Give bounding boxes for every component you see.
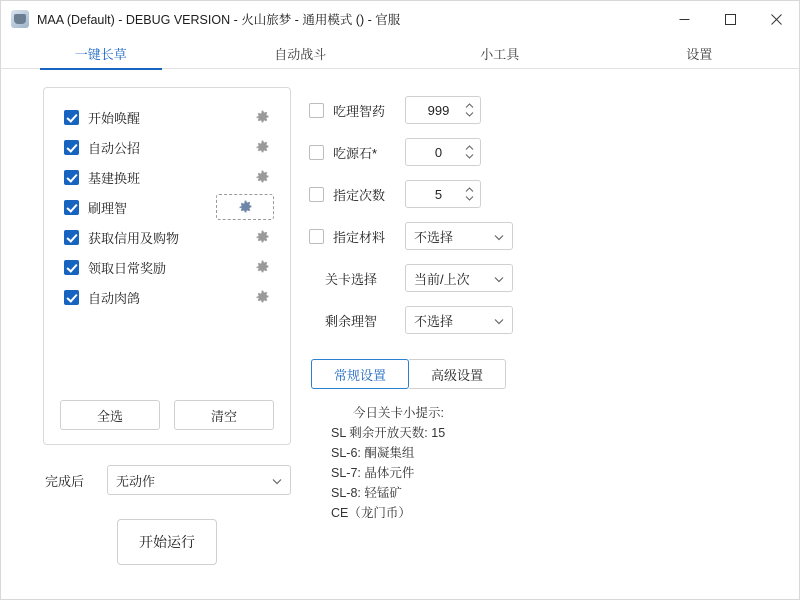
stage-value: 当前/上次 (414, 271, 470, 287)
times-value: 5 (434, 186, 443, 202)
task-label: 刷理智 (88, 200, 128, 216)
task-label: 基建换班 (88, 170, 141, 186)
gear-icon[interactable] (250, 135, 274, 159)
option-label: 指定材料 (333, 229, 386, 245)
task-checkbox[interactable] (64, 290, 79, 305)
option-row-stage (309, 257, 777, 299)
task-label: 获取信用及购物 (88, 230, 180, 246)
tab-label: 一键长草 (74, 46, 127, 62)
task-panel (43, 87, 291, 445)
material-select[interactable] (405, 222, 513, 250)
option-row-originite (309, 131, 777, 173)
start-button[interactable]: 开始运行 (117, 519, 217, 565)
stage-tips (309, 403, 777, 523)
settings-tab-group (309, 359, 777, 389)
option-label-wrap (309, 311, 405, 330)
stepper-arrows-icon[interactable] (465, 187, 474, 201)
remaining-sanity-select[interactable] (405, 306, 513, 334)
tab-auto-battle[interactable] (201, 37, 401, 69)
tab-label: 小工具 (480, 46, 520, 62)
gear-icon[interactable] (250, 285, 274, 309)
task-label: 自动肉鸽 (88, 290, 141, 306)
clear-button[interactable]: 清空 (174, 400, 274, 430)
chevron-down-icon (494, 271, 504, 286)
task-label: 开始唤醒 (88, 110, 141, 126)
task-checkbox[interactable] (64, 260, 79, 275)
close-icon[interactable] (753, 1, 799, 37)
tab-label: 自动战斗 (274, 46, 327, 62)
sanity-potion-stepper[interactable] (405, 96, 481, 124)
tips-header: 今日关卡小提示: (353, 406, 444, 420)
sanity-potion-value: 999 (427, 102, 450, 118)
remaining-sanity-value: 不选择 (414, 313, 454, 329)
tab-settings[interactable] (600, 37, 800, 69)
option-label-wrap (309, 227, 405, 246)
window-title: MAA (Default) - DEBUG VERSION - 火山旅梦 - 通用模式 () - 官服 (37, 13, 401, 27)
after-finish-value: 无动作 (116, 473, 156, 489)
option-label: 指定次数 (333, 187, 386, 203)
minimize-icon[interactable] (661, 1, 707, 37)
option-checkbox[interactable] (309, 229, 324, 244)
task-checkbox[interactable] (64, 110, 79, 125)
chevron-down-icon (494, 229, 504, 244)
maximize-icon[interactable] (707, 1, 753, 37)
task-column (23, 87, 291, 589)
task-list (56, 102, 278, 400)
option-label-wrap (309, 143, 405, 162)
option-label: 剩余理智 (325, 313, 378, 329)
main-tabbar (1, 37, 799, 69)
gear-icon[interactable] (250, 105, 274, 129)
task-row-credit-shop[interactable] (56, 222, 278, 252)
tab-tools[interactable] (400, 37, 600, 69)
option-label-wrap (309, 269, 405, 288)
chevron-down-icon (272, 473, 282, 488)
after-finish-label: 完成后 (45, 473, 85, 489)
window-controls (661, 1, 799, 37)
option-label: 吃理智药 (333, 103, 386, 119)
material-value: 不选择 (414, 229, 454, 245)
tab-one-key-farming[interactable] (1, 37, 201, 69)
main-content (1, 69, 799, 599)
option-row-material (309, 215, 777, 257)
option-label: 关卡选择 (325, 271, 378, 287)
tips-line: SL-6: 酮凝集组 (331, 446, 415, 460)
tab-general-settings[interactable]: 常规设置 (311, 359, 409, 389)
option-label: 吃源石* (333, 145, 378, 161)
tips-line: SL-8: 轻锰矿 (331, 486, 402, 500)
option-row-sanity-potion (309, 89, 777, 131)
start-button-wrap (43, 519, 291, 565)
task-checkbox[interactable] (64, 170, 79, 185)
gear-icon[interactable] (216, 194, 274, 220)
option-row-remaining-sanity (309, 299, 777, 341)
task-checkbox[interactable] (64, 230, 79, 245)
option-checkbox[interactable] (309, 103, 324, 118)
option-row-times (309, 173, 777, 215)
option-label-wrap (309, 185, 405, 204)
gear-icon[interactable] (250, 255, 274, 279)
task-row-farm-sanity[interactable] (56, 192, 278, 222)
tips-line: SL-7: 晶体元件 (331, 466, 415, 480)
task-label: 领取日常奖励 (88, 260, 167, 276)
select-all-button[interactable]: 全选 (60, 400, 160, 430)
title-bar (1, 1, 799, 37)
after-finish-select[interactable] (107, 465, 291, 495)
chevron-down-icon (494, 313, 504, 328)
stepper-arrows-icon[interactable] (465, 145, 474, 159)
after-finish-row (43, 465, 291, 495)
maa-app-icon (11, 10, 29, 28)
task-checkbox[interactable] (64, 200, 79, 215)
task-row-daily-rewards[interactable] (56, 252, 278, 282)
option-checkbox[interactable] (309, 145, 324, 160)
originite-stepper[interactable] (405, 138, 481, 166)
task-label: 自动公招 (88, 140, 141, 156)
originite-value: 0 (434, 144, 443, 160)
options-column (291, 87, 777, 589)
task-panel-buttons (56, 400, 278, 434)
gear-icon[interactable] (250, 165, 274, 189)
tips-line: CE（龙门币） (331, 506, 411, 520)
tab-label: 设置 (686, 46, 713, 62)
option-checkbox[interactable] (309, 187, 324, 202)
task-row-wakeup[interactable] (56, 102, 278, 132)
times-stepper[interactable] (405, 180, 481, 208)
stage-select[interactable] (405, 264, 513, 292)
option-label-wrap (309, 101, 405, 120)
task-checkbox[interactable] (64, 140, 79, 155)
tips-line: SL 剩余开放天数: 15 (331, 426, 446, 440)
stepper-arrows-icon[interactable] (465, 103, 474, 117)
gear-icon[interactable] (250, 225, 274, 249)
task-row-base-shift[interactable] (56, 162, 278, 192)
task-row-auto-recruit[interactable] (56, 132, 278, 162)
task-row-auto-roguelike[interactable] (56, 282, 278, 312)
tab-advanced-settings[interactable]: 高级设置 (409, 359, 506, 389)
